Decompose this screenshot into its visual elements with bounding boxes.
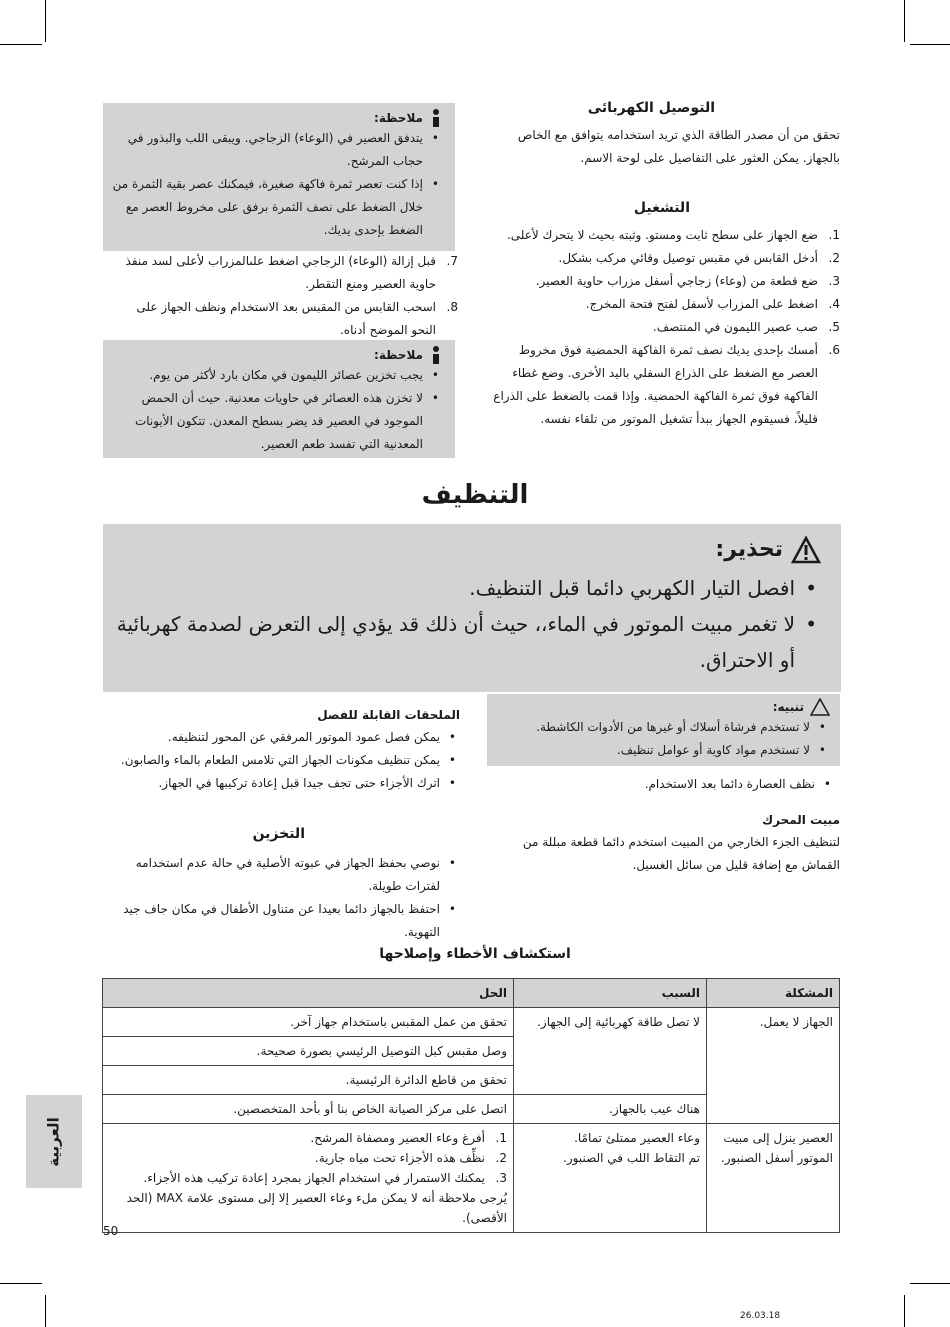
info-icon [429,346,443,364]
table-header-row [103,979,840,1008]
bullet-item: • احتفظ بالجهاز دائما بعيدا عن متناول الأطفال في مكان جاف جيد التهوية. [100,898,460,944]
operation-steps-continued [118,250,458,342]
caution-title: تنبيه: [495,698,830,716]
note-title: ملاحظة: [111,109,443,127]
solution-cell: وصل مقبس كبل التوصيل الرئيسي بصورة صحيحة. [103,1037,514,1066]
page-number: 50 [103,1224,119,1238]
caution-item: • لا تستخدم فرشاة أسلاك أو غيرها من الأدوات الكاشطة. [495,716,830,739]
bullet-item: • نوصي بحفظ الجهاز في عبوته الأصلية في حالة عدم استخدامه لفترات طويلة. [100,852,460,898]
table-row [103,1124,840,1233]
warning-list [107,570,821,678]
note-item: • يجب تخزين عصائر الليمون في مكان بارد لأكثر من يوم. [111,364,443,387]
step-item: 4. اضغط على المزراب لأسفل لفتح فتحة المخرج. [585,297,840,311]
crop-mark [904,0,905,42]
cause-cell: لا تصل طاقة كهربائية إلى الجهاز. [514,1008,707,1095]
header-problem: المشكلة [707,979,840,1008]
note-box [103,340,455,458]
warning-item: • لا تغمر مبيت الموتور في الماء،، حيث أن ذلك قد يؤدي إلى التعرض لصدمة كهربائية أو الاحتراق. [107,606,821,678]
operation-title: التشغيل [633,200,690,216]
step-item: 2. أدخل القابس في مقبس توصيل وقائي مركب بشكل. [558,251,840,265]
step-item: 3. يمكنك الاستمرار في استخدام الجهاز بمجرد إعادة تركيب هذه الأجزاء. [143,1171,507,1185]
crop-mark [904,1295,905,1327]
detachable-section [118,708,460,795]
troubleshooting-table [102,978,840,1233]
crop-mark [45,0,46,42]
clean-after-note [490,773,835,796]
solution-cell: اتصل على مركز الصيانة الخاص بنا أو بأحد المتخصصين. [103,1095,514,1124]
caution-item: • لا تستخدم مواد كاوية أو عوامل تنظيف. [495,739,830,762]
step-item: 7. قبل إزالة (الوعاء) الزجاجي اضغط علىالمزراب لأعلى لسد منفذ حاوية العصير ومنع التقطر. [125,254,458,291]
table-row [103,1008,840,1037]
caution-box [487,694,840,766]
crop-mark [0,1283,42,1284]
connection-title: التوصيل الكهربائى [587,100,715,116]
note-item: • إذا كنت تعصر ثمرة فاكهة صغيرة، فيمكنك عصر بقية الثمرة من خلال الضغط على نصف الثمرة برفق على مخروط العصر مع الضغط بإحدى يديك. [111,173,443,242]
problem-cell: العصير ينزل إلى مبيت الموتور أسفل الصنبور. [707,1124,840,1233]
print-date: 26.03.18 [740,1311,781,1321]
bullet-item: • اترك الأجزاء حتى تجف جيدا قبل إعادة تركيبها في الجهاز. [118,772,460,795]
crop-mark [910,44,950,45]
step-item: 1. ضع الجهاز على سطح ثابت ومستو. وثبته بحيث لا يتحرك لأعلى. [506,228,840,242]
note-item: • يتدفق العصير في (الوعاء) الزجاجي. ويبقى اللب والبذور في حجاب المرشح. [111,127,443,173]
warning-box [103,524,841,692]
info-icon [429,109,443,127]
warning-title: تحذير: [107,534,821,566]
table-note: يُرجى ملاحظة أنه لا يمكن ملء وعاء العصير إلا إلى مستوى علامة MAX (الحد الأقصى). [126,1191,507,1225]
storage-section [100,826,460,944]
note-title: ملاحظة: [111,346,443,364]
problem-cell: الجهاز لا يعمل. [707,1008,840,1124]
cause-cell: هناك عيب بالجهاز. [514,1095,707,1124]
solution-cell [103,1124,514,1233]
caution-list [495,716,830,762]
operation-steps [490,224,840,431]
note-list [111,127,443,242]
troubleshooting-title: استكشاف الأخطاء وإصلاحها [379,946,571,962]
connection-text: تحقق من أن مصدر الطاقة الذي تريد استخدامه يتوافق مع الخاص بالجهاز. يمكن العثور على التفاصيل على لوحة الاسم. [517,128,840,165]
step-item: 5. صب عصير الليمون في المنتصف. [652,320,840,334]
bullet-item: • يمكن تنظيف مكونات الجهاز التي تلامس الطعام بالماء والصابون. [118,749,460,772]
cause-cell: وعاء العصير ممتلئ تمامًا. تم التقاط اللب في الصنبور. [514,1124,707,1233]
connection-section [490,100,840,170]
motor-title: مبيت المحرك [762,813,840,827]
crop-mark [0,44,42,45]
step-item: 1. أفرغ وعاء العصير ومصفاة المرشح. [310,1131,507,1145]
language-tab-label: العربية [45,1116,63,1167]
header-solution: الحل [103,979,514,1008]
note-list [111,364,443,456]
operation-section [490,200,840,431]
step-item: 2. نظِّف هذه الأجزاء تحت مياه جارية. [314,1151,507,1165]
detachable-title: الملحقات القابلة للفصل [317,708,460,722]
note-item: • لا تخزن هذه العصائر في حاويات معدنية. حيث أن الحمض الموجود في العصير قد يضر بسطح المعدن. تتكون الأيونات المعدنية التي تفسد طعم العصير. [111,387,443,456]
solution-cell: تحقق من قاطع الدائرة الرئيسية. [103,1066,514,1095]
cleaning-title: التنظيف [421,480,529,510]
caution-triangle-icon [810,698,830,716]
solution-cell: تحقق من عمل المقبس باستخدام جهاز آخر. [103,1008,514,1037]
header-cause: السبب [514,979,707,1008]
storage-title: التخزين [252,826,305,842]
step-item: 8. اسحب القابس من المقبس بعد الاستخدام ونظف الجهاز على النحو الموضح أدناه. [136,300,458,337]
step-item: 3. ضع قطعة من (وعاء) زجاجي أسفل مزراب حاوية العصير. [535,274,840,288]
crop-mark [910,1283,950,1284]
bullet-item: • نظف العصارة دائما بعد الاستخدام. [490,773,835,796]
note-box [103,103,455,251]
language-tab [26,1095,82,1188]
warning-item: • افصل التيار الكهربي دائما قبل التنظيف. [107,570,821,606]
crop-mark [45,1295,46,1327]
step-item: 6. أمسك بإحدى يديك نصف ثمرة الفاكهة الحمضية فوق مخروط العصر مع الضغط على الذراع السفلي باليد الأخرى. وضع غطاء الفاكهة فوق ثمرة الفاكهة الحمضية. وإذا قمت بالضغط على الذراع قليلاً، فسيقوم الجهاز ببدأ تشغيل الموتور من تلقاء نفسه. [493,343,840,426]
warning-triangle-icon [791,536,821,564]
bullet-item: • يمكن فصل عمود الموتور المرفقي عن المحور لتنظيفه. [118,726,460,749]
motor-section [490,813,840,877]
motor-text: لتنظيف الجزء الخارجي من المبيت استخدم دائما قطعة مبللة من القماش مع إضافة قليل من سائل الغسيل. [522,835,840,872]
